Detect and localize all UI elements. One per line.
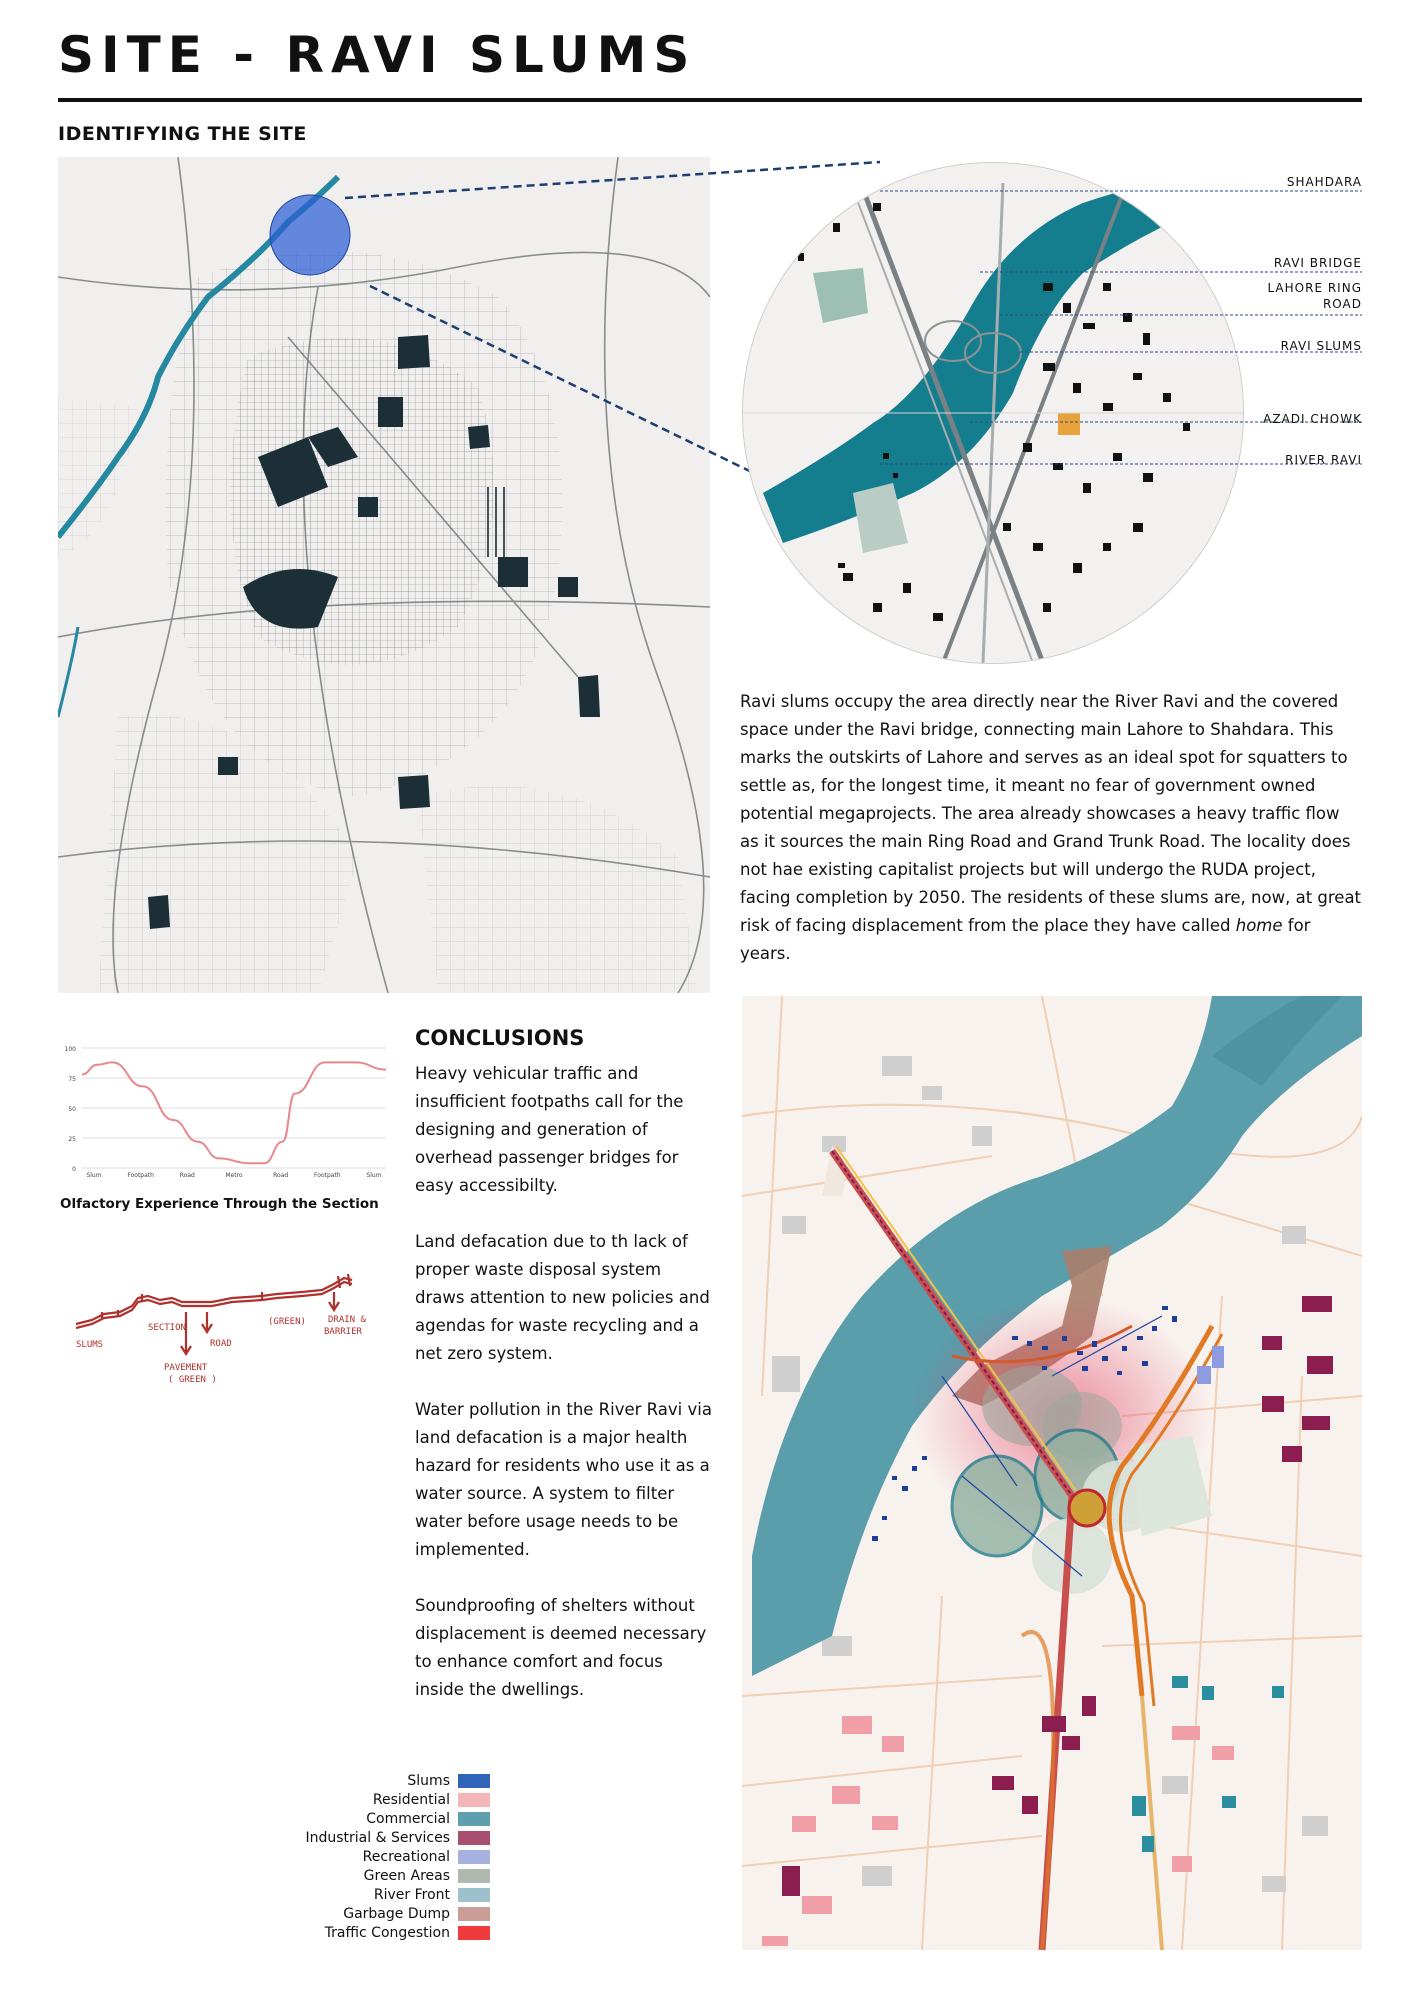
chart-xtick-label: Slum bbox=[86, 1172, 102, 1179]
legend-label: Slums bbox=[407, 1772, 450, 1789]
sketch-label-slums: SLUMS bbox=[76, 1340, 104, 1350]
conclusions-body bbox=[415, 1060, 715, 1732]
chart-ytick-label: 75 bbox=[68, 1076, 76, 1083]
legend-swatch bbox=[458, 1869, 490, 1883]
legend-item bbox=[373, 1790, 490, 1809]
legend-item bbox=[363, 1847, 490, 1866]
description-emphasis: home bbox=[1235, 916, 1283, 935]
chart-xtick-label: Metro bbox=[225, 1172, 243, 1179]
legend-item bbox=[407, 1771, 490, 1790]
sketch-label-road: ROAD bbox=[210, 1339, 232, 1349]
legend-swatch bbox=[458, 1888, 490, 1902]
legend-label: Industrial & Services bbox=[305, 1829, 450, 1846]
legend-label: River Front bbox=[373, 1886, 450, 1903]
chart-xtick-label: Footpath bbox=[127, 1172, 154, 1179]
label-azadi-chowk: AZADI CHOWK bbox=[1263, 412, 1362, 426]
section-subtitle: IDENTIFYING THE SITE bbox=[58, 123, 307, 145]
sketch-label-drain: DRAIN & bbox=[328, 1315, 366, 1325]
legend-swatch bbox=[458, 1907, 490, 1921]
legend-swatch bbox=[458, 1850, 490, 1864]
analysis-map-drawing bbox=[742, 996, 1362, 1950]
legend-item bbox=[343, 1904, 490, 1923]
legend-item bbox=[325, 1923, 490, 1942]
legend-label: Residential bbox=[372, 1791, 450, 1808]
site-description bbox=[740, 688, 1362, 968]
chart-xtick-label: Footpath bbox=[314, 1172, 341, 1179]
conclusions-heading: CONCLUSIONS bbox=[415, 1026, 585, 1050]
sketch-label-barrier: BARRIER bbox=[324, 1327, 362, 1337]
chart-xtick-label: Road bbox=[273, 1172, 289, 1179]
chart-ytick-label: 50 bbox=[68, 1106, 76, 1113]
conclusion-paragraph: Water pollution in the River Ravi via land defacation is a major health hazard for residents who use it as a water source. A system to filter water before usage needs to be implemented. bbox=[415, 1400, 712, 1559]
legend-label: Green Areas bbox=[363, 1867, 450, 1884]
legend-item bbox=[364, 1866, 490, 1885]
label-lahore-ring-road: LAHORE RING ROAD bbox=[1267, 281, 1362, 312]
legend-item bbox=[305, 1828, 490, 1847]
legend-label: Recreational bbox=[362, 1848, 450, 1865]
chart-ytick-label: 0 bbox=[72, 1166, 76, 1173]
conclusion-paragraph: Land defacation due to th lack of proper waste disposal system draws attention to new policies and agendas for waste recycling and a net zero system. bbox=[415, 1232, 710, 1363]
legend-swatch bbox=[458, 1793, 490, 1807]
sketch-label-pavement: PAVEMENT bbox=[164, 1363, 208, 1373]
conclusion-paragraph: Heavy vehicular traffic and insufficient footpaths call for the designing and generation of overhead passenger bridges for easy accessibilty. bbox=[415, 1064, 684, 1195]
label-ravi-slums: RAVI SLUMS bbox=[1280, 339, 1362, 353]
chart-title: Olfactory Experience Through the Section bbox=[60, 1196, 379, 1212]
chart-xtick-label: Slum bbox=[366, 1172, 382, 1179]
description-end: for years. bbox=[740, 916, 1311, 963]
chart-ytick-label: 100 bbox=[64, 1046, 76, 1053]
section-sketch bbox=[72, 1272, 392, 1422]
description-text: Ravi slums occupy the area directly near the River Ravi and the covered space under the Ravi bridge, connecting main Lahore to Shahdara. This marks the outskirts of Lahore and serves as an ideal spot for squatters to settle as, for the longest time, it meant no fear of government owned potential megaprojects. The area already showcases a heavy traffic flow as it sources the main Ring Road and Grand Trunk Road. The locality does not hae existing capitalist projects but will undergo the RUDA project, facing completion by 2050. The residents of these slums are, now, at great risk of facing displacement from the place they have called bbox=[740, 692, 1362, 935]
legend-label: Commercial bbox=[366, 1810, 450, 1827]
sketch-label-green: (GREEN) bbox=[268, 1317, 306, 1327]
legend-swatch bbox=[458, 1831, 490, 1845]
chart-ytick-label: 25 bbox=[68, 1136, 76, 1143]
legend-swatch bbox=[458, 1812, 490, 1826]
legend-swatch bbox=[458, 1774, 490, 1788]
legend-item bbox=[374, 1885, 490, 1904]
sketch-label-section: SECTION bbox=[148, 1323, 186, 1333]
legend-label: Garbage Dump bbox=[343, 1905, 450, 1922]
legend-swatch bbox=[458, 1926, 490, 1940]
olfactory-line-chart bbox=[56, 1040, 400, 1180]
land-use-analysis-map bbox=[742, 996, 1362, 1950]
sketch-label-pavement-green: ( GREEN ) bbox=[168, 1375, 217, 1385]
chart-xtick-label: Road bbox=[179, 1172, 195, 1179]
conclusion-paragraph: Soundproofing of shelters without displacement is deemed necessary to enhance comfort and focus inside the dwellings. bbox=[415, 1596, 707, 1699]
legend-item bbox=[366, 1809, 490, 1828]
label-shahdara: SHAHDARA bbox=[1286, 175, 1362, 189]
legend-label: Traffic Congestion bbox=[324, 1924, 450, 1941]
label-river-ravi: RIVER RAVI bbox=[1285, 453, 1362, 467]
page-title: SITE - RAVI SLUMS bbox=[58, 26, 697, 84]
label-ravi-bridge: RAVI BRIDGE bbox=[1273, 256, 1362, 270]
